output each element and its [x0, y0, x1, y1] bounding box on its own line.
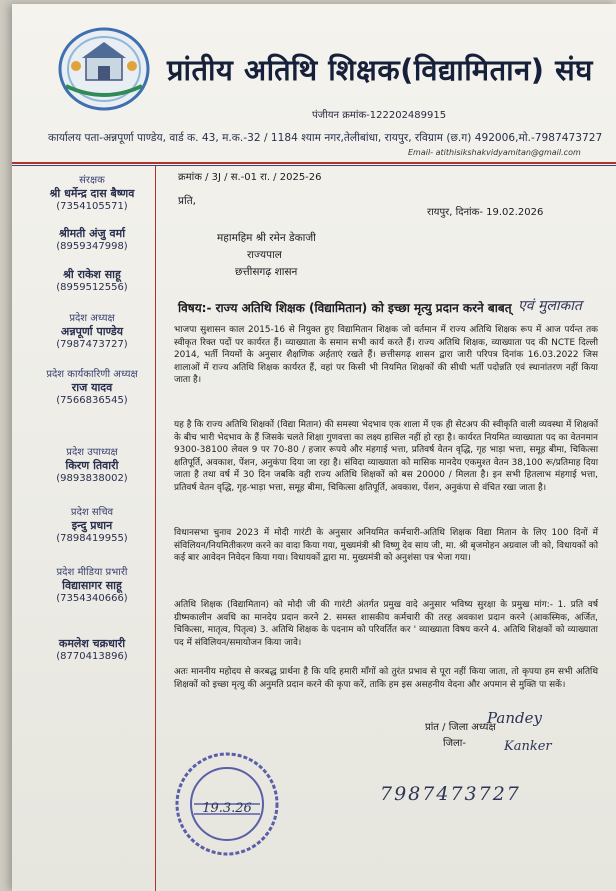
recipient-title: राज्यपाल [247, 249, 282, 261]
member-role: प्रदेश कार्यकारिणी अध्यक्ष [46, 369, 138, 380]
header-divider-blue [12, 165, 616, 166]
member-role: प्रदेश मीडिया प्रभारी [56, 567, 128, 578]
body-paragraph: अतः माननीय महोदय से करबद्ध प्रार्थना है कि यदि हमारी माँगों को तुरंत प्रभाव से पूरा नहीं किया जाता, तो कृपया हम सभी अतिथि शिक्षकों को इच्छा मृत्यु की अनुमति प्रदान करने की कृपा करें, ताकि हम इस असहनीय वेदना और अपमान से मुक्ति पा सकें। [174, 667, 598, 690]
member-name: राज यादव [71, 381, 113, 394]
member-phone: (7354105571) [56, 201, 128, 212]
letter-date: रायपुर, दिनांक- 19.02.2026 [427, 207, 544, 218]
sidebar-member [34, 366, 150, 406]
letter-subject: विषय:- राज्य अतिथि शिक्षक (विद्यामितान) को इच्छा मृत्यु प्रदान करने बाबत् [178, 301, 512, 315]
member-phone: (8959347998) [56, 241, 128, 252]
signatory-title: प्रांत / जिला अध्यक्ष [425, 722, 496, 733]
sidebar-member [34, 444, 150, 484]
letter-page [12, 4, 616, 891]
sidebar-member [34, 172, 150, 212]
salutation-to: प्रति, [178, 195, 197, 207]
sidebar-member [34, 310, 150, 350]
member-name: किरण तिवारी [65, 459, 119, 472]
body-paragraph: यह है कि राज्य अतिथि शिक्षकों (विद्या मितान) की समस्या भेदभाव एक शाला में एक ही सेटअप की स्वीकृति वाली व्यवस्था में शिक्षकों के बीच भारी भेदभाव के हैं जिसके चलते शिक्षा गुणवत्ता का लक्ष्य हासिल नहीं हो रहा है। कार्यरत नियमित व्याख्याता पद का वेतनमान 9300-38100 लेवल 9 पर 70-80 / हजार रूपये और मंहगाई भत्ता, प्रतिवर्ष वेतन वृद्धि, गृह भाड़ा भत्ता, समूह बीमा, चिकित्सा क्षतिपूर्ति, अवकाश, पेंशन, अनुकंपा दिया जा रहा है। संविदा व्याख्याता को मासिक मानदेय एकमुश्त वेतन 38,100 रू/प्रतिमाह दिया जाता है तथा वर्ष में 30 दिन जबकि वही राज्य अतिथि शिक्षकों को बस 20000 / मिलता है। इन सभी हितलाभ मंहगाई भत्ता, प्रतिवर्ष वेतन वृद्धि, गृह-भाड़ा भत्ता, समूह बीमा, चिकित्सा क्षतिपूर्ति, अवकाश, पेंशन, अनुकंपा से वंचित रखा जाता है। [174, 420, 598, 493]
member-role: प्रदेश सचिव [70, 507, 114, 518]
recipient-address [217, 230, 316, 281]
sidebar-member [34, 636, 150, 662]
sidebar-member [34, 226, 150, 252]
member-role: प्रदेश उपाध्यक्ष [66, 447, 118, 458]
member-phone: (7354340666) [56, 593, 128, 604]
member-phone: (8770413896) [56, 651, 128, 662]
member-name: श्री राकेश साहू [63, 268, 121, 281]
body-paragraph: अतिथि शिक्षक (विद्यामितान) को मोदी जी की गारंटी अंतर्गत प्रमुख वादे अनुसार भविष्य सुरक्षा के प्रमुख मांग:- 1. प्रति वर्ष ग्रीष्मकालीन अवधि का मानदेय प्रदान करने 2. समस्त शासकीय कर्मचारी की तरह अवकाश प्रदान करने (आकस्मिक, अर्जित, चिकित्सा, मातृत्व, पितृत्व) 3. अतिथि शिक्षक के पदनाम को परिवर्तित कर ' व्याख्याता विषय करने 4. अतिथि शिक्षकों को व्याख्याता पद में संविलियन/समायोजन किया जावे। [174, 600, 598, 648]
handwritten-signature: Pandey [487, 709, 542, 727]
handwritten-district: Kanker [504, 739, 552, 754]
member-name: अन्नपूर्णा पाण्डेय [60, 325, 124, 338]
member-phone: (7566836545) [56, 395, 128, 406]
sidebar-member [34, 504, 150, 544]
member-name: श्रीमती अंजु वर्मा [58, 227, 126, 240]
handwritten-subject-addition: एवं मुलाकात [518, 298, 582, 314]
handwritten-phone: 7987473727 [380, 783, 521, 805]
office-address: कार्यालय पता-अन्नपूर्णा पाण्डेय, वार्ड क. 43, म.क.-32 / 1184 श्याम नगर,तेलीबांधा, रायपुर, रविग्राम (छ.ग) 492006,मो.-7987473727 [48, 132, 603, 144]
body-paragraph: विधानसभा चुनाव 2023 में मोदी गारंटी के अनुसार अनियमित कर्मचारी-अतिथि शिक्षक विद्या मितान के लिए 100 दिनों में संविलियन/नियमितीकरण करने का वादा किया गया, मुख्यमंत्री श्री विष्णु देव साय जी, मा. श्री बृजमोहन अग्रवाल जी को, विधायकों को कई बार आवेदन निवेदन किया गया। विधायकों द्वारा मा. मुख्यमंत्री को अनुशंसा पत्र भेजा गया। [174, 528, 598, 564]
member-name: विद्यासागर साहू [62, 579, 122, 592]
email-address: Email- atithisikshakvidyamitan@gmail.com [408, 148, 581, 157]
reference-number: क्रमांक / 3J / स.-01 रा. / 2025-26 [178, 172, 322, 183]
member-name: श्री धर्मेन्द्र दास बैष्णव [49, 187, 135, 200]
member-name: इन्दु प्रधान [71, 519, 113, 532]
signatory-district: जिला- [443, 738, 466, 749]
sidebar-member [34, 267, 150, 293]
header-divider-red [12, 162, 616, 164]
received-stamp [172, 750, 282, 858]
association-logo [56, 26, 152, 112]
stamp-date: 19.3.26 [202, 801, 252, 816]
member-role: प्रदेश अध्यक्ष [69, 313, 115, 324]
sidebar-member [34, 564, 150, 604]
recipient-office: छत्तीसगढ़ शासन [235, 266, 298, 278]
member-name: कमलेश चक्रधारी [58, 637, 126, 650]
member-role: संरक्षक [79, 175, 105, 186]
sidebar-divider [155, 166, 156, 891]
member-phone: (8959512556) [56, 282, 128, 293]
body-paragraph: भाजपा सुशासन काल 2015-16 से नियुक्त हुए विद्यामितान शिक्षक जो वर्तमान में राज्य अतिथि शिक्षक रूप में आज पर्यन्त तक स्वीकृत रिक्त पदों पर कार्यरत हैं। व्याख्याता के समान सभी कार्य करते हैं। राज्य अतिथि शिक्षक, व्याख्याता पद की NCTE दिल्ली 2014, भर्ती नियमों के अनुसार शैक्षणिक अर्हताएं रखते हैं। छत्तीसगढ़ शासन द्वारा जारी परिपत्र दिनांक 16.03.2022 जिस शालाओं में राज्य अतिथि शिक्षक कार्यरत हैं, वहां पर किसी भी नियमित शिक्षकों की सीधी भर्ती पदोन्नति एवं स्थानांतरण नहीं किया जाता है। [174, 325, 598, 386]
member-phone: (7898419955) [56, 533, 128, 544]
signature-block [425, 720, 496, 752]
registration-number: पंजीयन क्रमांक-122202489915 [312, 110, 447, 121]
org-title: प्रांतीय अतिथि शिक्षक(विद्यामितान) संघ [167, 53, 593, 87]
member-phone: (7987473727) [56, 339, 128, 350]
member-phone: (9893838002) [56, 473, 128, 484]
recipient-name: महामहिम श्री रमेन डेकाजी [217, 232, 316, 244]
